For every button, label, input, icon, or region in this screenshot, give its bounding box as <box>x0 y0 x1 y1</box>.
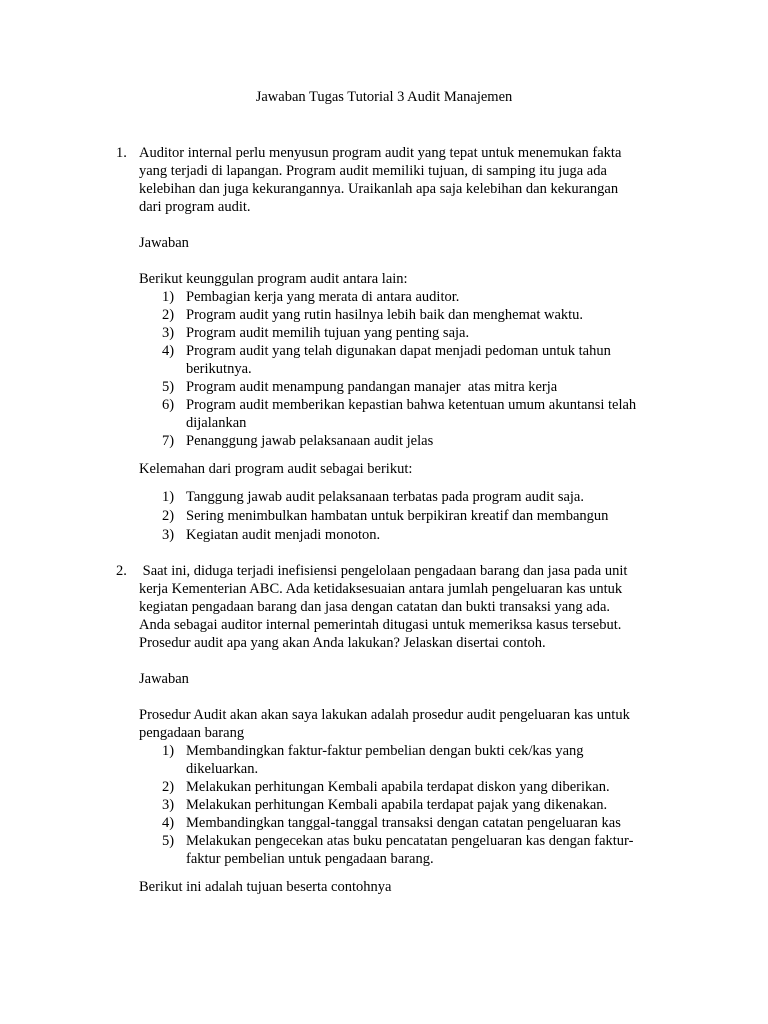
question-2-line: kerja Kementerian ABC. Ada ketidaksesuaian antara jumlah pengeluaran kas untuk <box>139 581 623 597</box>
list-item-number: 4) <box>162 815 175 831</box>
list-item-number: 2) <box>162 779 175 795</box>
list-item-number: 4) <box>162 343 175 359</box>
question-1-number: 1. <box>116 145 127 161</box>
question-2-line: Anda sebagai auditor internal pemerintah ditugasi untuk memeriksa kasus tersebut. <box>139 617 622 633</box>
list-item: Pembagian kerja yang merata di antara auditor. <box>186 289 460 305</box>
list-item: Tanggung jawab audit pelaksanaan terbatas pada program audit saja. <box>186 489 584 505</box>
procedures-intro: Prosedur Audit akan akan saya lakukan adalah prosedur audit pengeluaran kas untuk <box>139 707 630 723</box>
list-item: Penanggung jawab pelaksanaan audit jelas <box>186 433 434 449</box>
list-item: Membandingkan faktur-faktur pembelian dengan bukti cek/kas yang <box>186 743 584 759</box>
page-title: Jawaban Tugas Tutorial 3 Audit Manajemen <box>255 89 513 105</box>
list-item-number: 5) <box>162 833 175 849</box>
list-item-number: 3) <box>162 325 175 341</box>
list-item: Sering menimbulkan hambatan untuk berpikiran kreatif dan membangun <box>186 508 609 524</box>
list-item: Program audit yang telah digunakan dapat menjadi pedoman untuk tahun <box>186 343 611 359</box>
list-item-number: 2) <box>162 307 175 323</box>
question-2-line: Saat ini, diduga terjadi inefisiensi pengelolaan pengadaan barang dan jasa pada unit <box>139 563 628 579</box>
advantages-intro: Berikut keunggulan program audit antara lain: <box>139 271 408 287</box>
answer-2-label: Jawaban <box>139 671 189 687</box>
list-item-continuation: dijalankan <box>186 415 247 431</box>
list-item: Program audit menampung pandangan manajer atas mitra kerja <box>186 379 558 395</box>
list-item-number: 3) <box>162 797 175 813</box>
answer-1-label: Jawaban <box>139 235 189 251</box>
list-item: Membandingkan tanggal-tanggal transaksi dengan catatan pengeluaran kas <box>186 815 621 831</box>
list-item: Program audit memberikan kepastian bahwa ketentuan umum akuntansi telah <box>186 397 637 413</box>
list-item-number: 1) <box>162 289 175 305</box>
list-item-number: 5) <box>162 379 175 395</box>
list-item-number: 2) <box>162 508 175 524</box>
weaknesses-intro: Kelemahan dari program audit sebagai berikut: <box>139 461 413 477</box>
question-2-number: 2. <box>116 563 127 579</box>
list-item: Melakukan perhitungan Kembali apabila terdapat pajak yang dikenakan. <box>186 797 608 813</box>
list-item: Kegiatan audit menjadi monoton. <box>186 527 381 543</box>
question-2-line: kegiatan pengadaan barang dan jasa dengan catatan dan bukti transaksi yang ada. <box>139 599 611 615</box>
list-item-continuation: berikutnya. <box>186 361 252 377</box>
question-1-line: Auditor internal perlu menyusun program audit yang tepat untuk menemukan fakta <box>139 145 622 161</box>
list-item-number: 3) <box>162 527 175 543</box>
list-item: Melakukan pengecekan atas buku pencatatan pengeluaran kas dengan faktur- <box>186 833 634 849</box>
list-item-continuation: dikeluarkan. <box>186 761 259 777</box>
list-item: Program audit memilih tujuan yang penting saja. <box>186 325 470 341</box>
list-item-number: 1) <box>162 743 175 759</box>
question-1-line: dari program audit. <box>139 199 251 215</box>
list-item-number: 1) <box>162 489 175 505</box>
question-2-line: Prosedur audit apa yang akan Anda lakukan? Jelaskan disertai contoh. <box>139 635 546 651</box>
question-1-line: kelebihan dan juga kekurangannya. Uraikanlah apa saja kelebihan dan kekurangan <box>139 181 619 197</box>
list-item-continuation: faktur pembelian untuk pengadaan barang. <box>186 851 434 867</box>
question-1-line: yang terjadi di lapangan. Program audit memiliki tujuan, di samping itu juga ada <box>139 163 607 179</box>
list-item-number: 7) <box>162 433 175 449</box>
closing-line: Berikut ini adalah tujuan beserta contohnya <box>139 879 392 895</box>
list-item: Program audit yang rutin hasilnya lebih baik dan menghemat waktu. <box>186 307 584 323</box>
list-item: Melakukan perhitungan Kembali apabila terdapat diskon yang diberikan. <box>186 779 610 795</box>
list-item-number: 6) <box>162 397 175 413</box>
procedures-intro: pengadaan barang <box>139 725 245 741</box>
